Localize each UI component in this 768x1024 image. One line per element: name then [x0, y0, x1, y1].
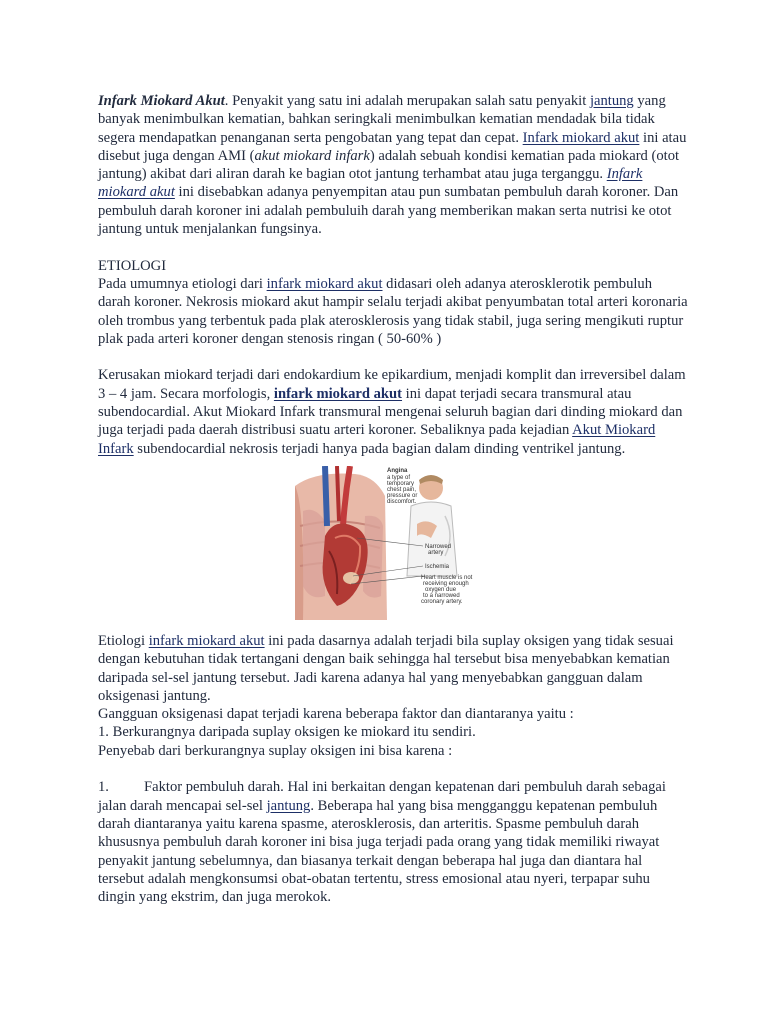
- list-number: 1.: [98, 779, 109, 796]
- intro-text: ini atau disebut juga dengan AMI (: [98, 129, 687, 164]
- label-angina: temporary: [387, 480, 415, 487]
- link-akut-miokard-infark[interactable]: Akut Miokard Infark: [98, 422, 656, 457]
- intro-text: ) adalah sebuah kondisi kematian pada miokard (otot jantung) akibat dari aliran darah ke bagian otot jantung terhambat atau juga terganggu.: [98, 147, 680, 183]
- label-heart-muscle: to a narrowed: [423, 592, 460, 599]
- intro-italic-term: akut miokard infark: [254, 147, 370, 164]
- link-jantung[interactable]: jantung: [589, 93, 634, 109]
- etiologi2-line: Gangguan oksigenasi dapat terjadi karena beberapa faktor dan diantaranya yaitu :: [98, 706, 574, 723]
- label-angina: chest pain,: [387, 486, 417, 493]
- ischemia-area: [343, 572, 359, 584]
- etiologi-paragraph: [98, 275, 688, 348]
- etiologi2-text: Etiologi: [98, 632, 149, 649]
- label-narrowed: Narrowed: [425, 543, 452, 550]
- intro-text: . Penyakit yang satu ini adalah merupakan salah satu penyakit: [224, 93, 590, 109]
- intro-title: Infark Miokard Akut: [98, 93, 225, 109]
- document-page: [98, 92, 688, 906]
- link-jantung[interactable]: jantung: [266, 797, 311, 814]
- etiologi-heading: ETIOLOGI: [98, 257, 167, 274]
- faktor-text: . Beberapa hal yang bisa mengganggu kepatenan pembuluh darah diantaranya yaitu karena spasme, aterosklerosis, dan arteritis. Spasme pembuluh darah khususnya pembuluh darah koroner ini bisa juga terjadi pada orang yang tidak memiliki riwayat penyakit jantung sebelumnya, dan biasanya terkait dengan beberapa hal juga dan diantara hal tersebut adalah mengkonsumsi obat-obatan tertentu, stress emosional atau nyeri, terpapar suhu dingin yang ekstrim, dan juga merokok.: [98, 797, 660, 906]
- link-infark-miokard-akut[interactable]: infark miokard akut: [148, 632, 265, 649]
- label-narrowed: artery: [428, 549, 444, 556]
- label-angina-title: Angina: [387, 467, 408, 474]
- etiologi2-line: Penyebab dari berkurangnya suplay oksigen ini bisa karena :: [98, 742, 453, 759]
- label-heart-muscle: oxygen due: [425, 586, 457, 593]
- label-angina: pressure or: [387, 492, 418, 499]
- label-heart-muscle: coronary artery.: [421, 598, 463, 605]
- link-infark-miokard-akut[interactable]: Infark miokard akut: [98, 166, 643, 201]
- label-heart-muscle: Heart muscle is not: [421, 574, 473, 581]
- kerusakan-text: Kerusakan miokard terjadi dari endokardium ke epikardium, menjadi komplit dan irreversibel dalam 3 – 4 jam. Secara morfologis,: [98, 367, 686, 402]
- intro-text: yang banyak menimbulkan kematian, bahkan seringkali menimbulkan kematian mendadak bila tidak segera mendapatkan penanganan serta pengobatan yang tepat dan cepat.: [98, 93, 666, 146]
- intro-text: ini disebabkan adanya penyempitan atau pun sumbatan pembuluh darah koroner. Dan pembuluh darah koroner ini adalah pembuluih darah yang memberikan makan serta nutrisi ke otot jantung untuk menjalankan fungsinya.: [98, 184, 679, 238]
- link-infark-miokard-akut[interactable]: infark miokard akut: [266, 275, 383, 292]
- faktor-paragraph: [98, 778, 688, 906]
- angina-illustration: [295, 466, 483, 620]
- label-heart-muscle: receiving enough: [423, 580, 469, 587]
- etiologi-text: Pada umumnya etiologi dari: [98, 275, 267, 292]
- kerusakan-text: ini dapat terjadi secara transmural atau subendocardial. Akut Miokard Infark transmural mengenai seluruh bagian dari dinding miokard dan juga terjadi pada daerah distribusi suatu arteri koroner. Sebaliknya pada kejadian: [98, 385, 683, 439]
- label-angina: discomfort.: [387, 498, 417, 505]
- etiologi2-text: ini pada dasarnya adalah terjadi bila suplay oksigen yang tidak sesuai dengan kebutuhan tidak tertangani dengan baik sehingga hal tersebut bisa menyebabkan kematian daripada sel-sel jantung tersebut. Jadi karena adanya hal yang menyebabkan gangguan dalam oksigenasi jantung.: [98, 632, 674, 704]
- label-angina: a type of: [387, 474, 411, 481]
- link-infark-miokard-akut[interactable]: Infark miokard akut: [522, 129, 640, 146]
- etiologi2-paragraph: [98, 632, 688, 705]
- etiologi-text: didasari oleh adanya aterosklerotik pembuluh darah koroner. Nekrosis miokard akut hampir selalu terjadi akibat penyumbatan total arteri koronaria oleh trombus yang terbentuk pada plak aterosklerosis yang tidak stabil, juga sering mengikuti ruptur plak pada arteri koroner dengan stenosis ringan ( 50-60% ): [98, 275, 688, 347]
- faktor-text: Faktor pembuluh darah. Hal ini berkaitan dengan kepatenan dari pembuluh darah sebagai jalan darah mencapai sel-sel: [98, 779, 666, 814]
- label-ischemia: Ischemia: [425, 563, 450, 570]
- intro-paragraph: [98, 92, 688, 238]
- link-infark-miokard-akut[interactable]: infark miokard akut: [273, 385, 403, 402]
- kerusakan-text: subendocardial nekrosis terjadi hanya pada bagian dalam dinding ventrikel jantung.: [133, 440, 626, 457]
- etiologi2-line: 1. Berkurangnya daripada suplay oksigen ke miokard itu sendiri.: [98, 724, 476, 741]
- kerusakan-paragraph: [98, 366, 688, 457]
